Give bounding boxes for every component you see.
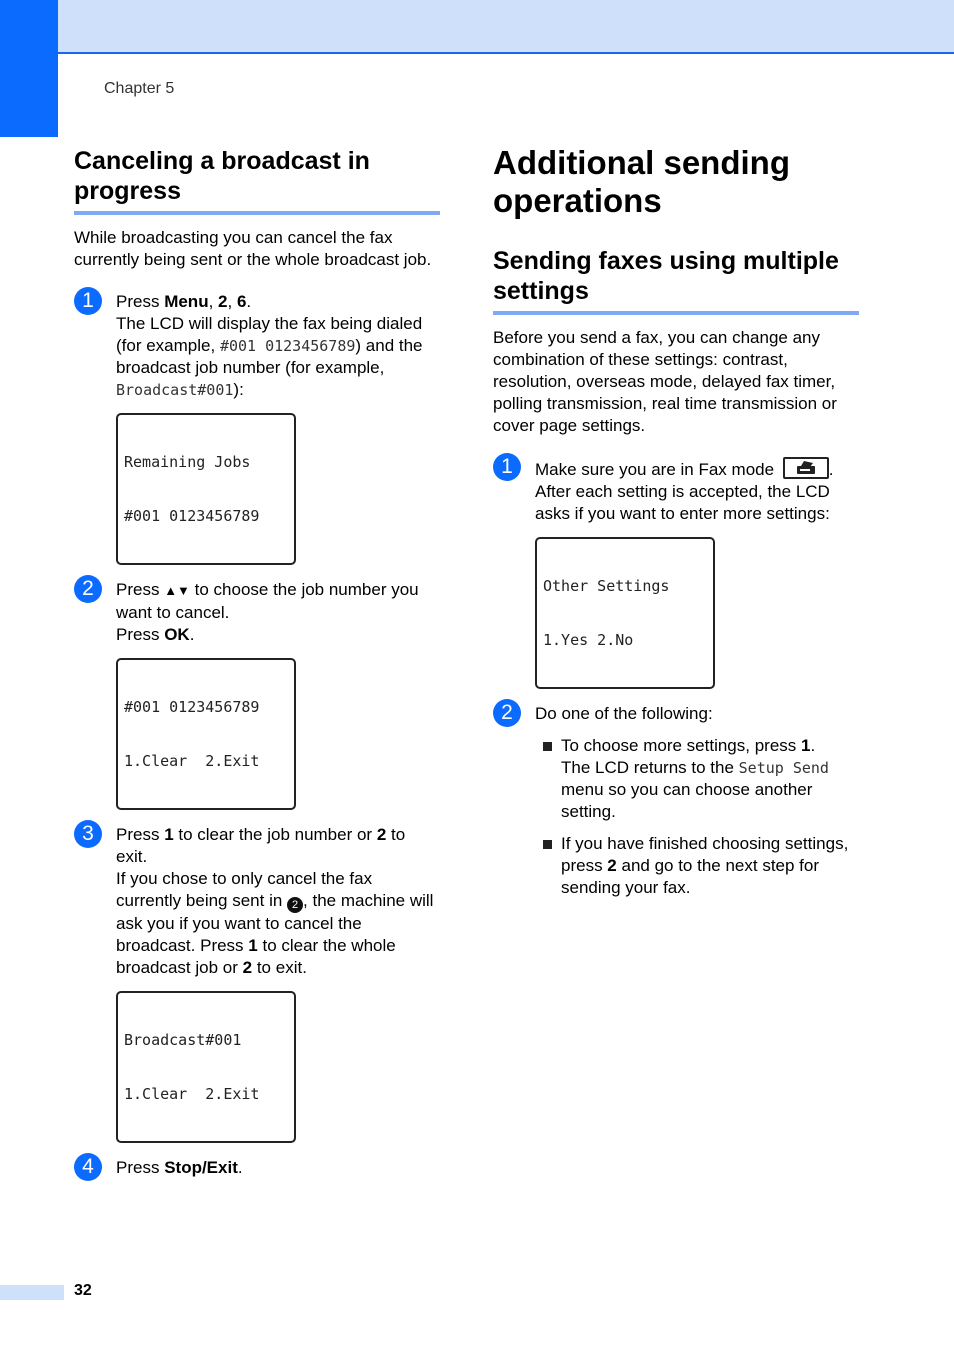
option-list [535, 735, 859, 899]
step-detail: The LCD will display the fax being dialed (for example, #001 0123456789) and the broadcast job number (for example, Broadcast#001): [116, 314, 423, 399]
step-number: 2 [493, 699, 521, 727]
lcd-line: 1.Clear 2.Exit [124, 752, 260, 770]
lcd-display [116, 658, 296, 810]
section-intro: Before you send a fax, you can change any combination of these settings: contrast, resolution, overseas mode, delayed fax timer, polling transmission, real time transmission or cover page settings. [493, 328, 837, 435]
list-item: If you have finished choosing settings, press 2 and go to the next step for sending your fax. [535, 833, 859, 899]
lcd-display [116, 413, 296, 565]
step-number: 3 [74, 820, 102, 848]
lcd-line: Other Settings [543, 577, 670, 595]
footer-band [0, 1285, 64, 1300]
lcd-line: 1.Yes 2.No [543, 631, 634, 649]
step-2 [493, 703, 859, 899]
section-intro: While broadcasting you can cancel the fax currently being sent or the whole broadcast job. [74, 228, 432, 269]
lcd-line: 1.Clear 2.Exit [124, 1085, 260, 1103]
step-detail: If you chose to only cancel the fax currently being sent in 2 , the machine will ask you if you want to cancel the broadcast. Press 1 to clear the whole broadcast job or 2 to exit. [116, 869, 434, 977]
step-text: Press Menu, 2, 6. [116, 292, 252, 311]
step-2 [74, 579, 440, 810]
step-1 [493, 457, 859, 689]
lcd-display [116, 991, 296, 1143]
chapter-tab [0, 0, 58, 137]
list-item: To choose more settings, press 1. The LCD returns to the Setup Send menu so you can choose another setting. [535, 735, 859, 823]
step-text: Press Stop/Exit. [116, 1158, 243, 1177]
section-heading: Canceling a broadcast in progress [74, 146, 440, 215]
up-down-arrows-icon: ▲▼ [164, 583, 190, 598]
lcd-line: Broadcast#001 [124, 1031, 242, 1049]
lcd-line: #001 0123456789 [124, 698, 260, 716]
section-heading: Sending faxes using multiple settings [493, 246, 859, 315]
step-text: Do one of the following: [535, 704, 713, 723]
chapter-label: Chapter 5 [104, 80, 175, 97]
lcd-display [535, 537, 715, 689]
fax-mode-icon [783, 457, 829, 479]
page-number: 32 [74, 1282, 92, 1299]
lcd-line: #001 0123456789 [124, 507, 260, 525]
step-detail: Press OK. [116, 625, 195, 644]
left-column [74, 146, 440, 1179]
step-text: Make sure you are in Fax mode . [535, 457, 859, 481]
step-reference: 2 [287, 897, 303, 913]
page-title: Additional sending operations [493, 144, 790, 219]
step-1 [74, 291, 440, 565]
step-detail: After each setting is accepted, the LCD asks if you want to enter more settings: [535, 482, 830, 523]
right-column [493, 144, 859, 909]
header-band [0, 0, 954, 54]
step-text: Press ▲▼ to choose the job number you want to cancel. [116, 580, 419, 622]
lcd-line: Remaining Jobs [124, 453, 251, 471]
step-number: 2 [74, 575, 102, 603]
step-3 [74, 824, 440, 1143]
step-number: 4 [74, 1153, 102, 1181]
step-number: 1 [493, 453, 521, 481]
step-number: 1 [74, 287, 102, 315]
step-4 [74, 1157, 440, 1179]
step-text: Press 1 to clear the job number or 2 to exit. [116, 825, 406, 866]
